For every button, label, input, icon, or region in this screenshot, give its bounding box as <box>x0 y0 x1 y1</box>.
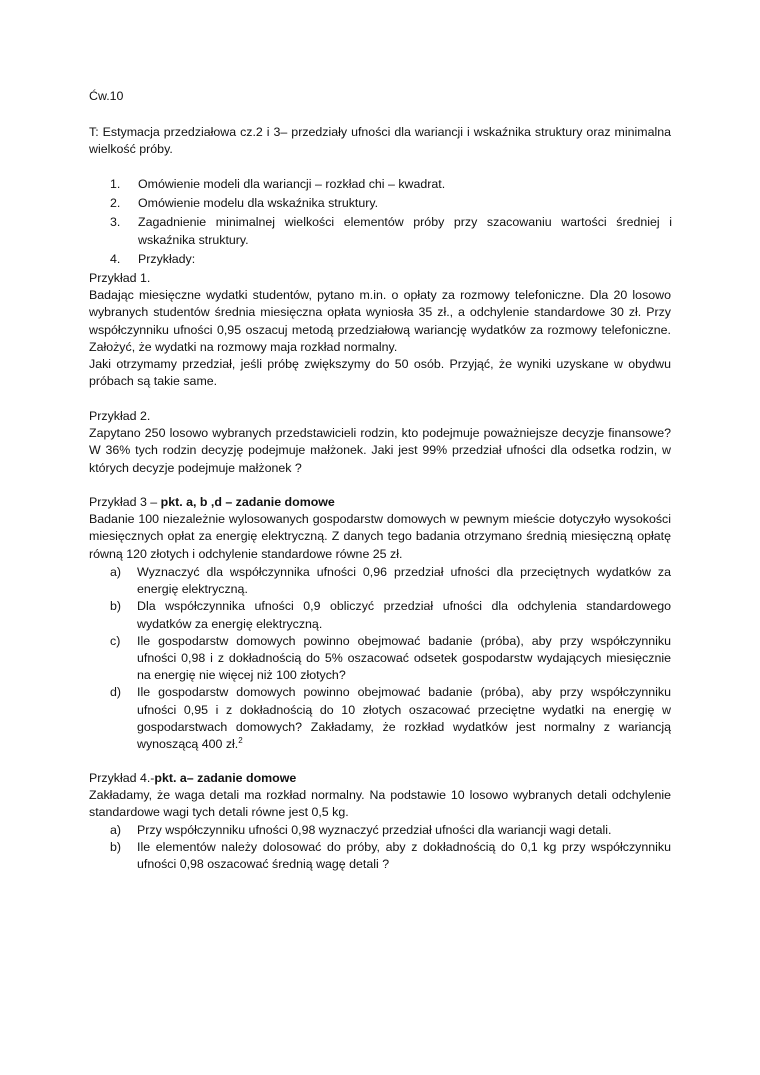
example-4-title-plain: Przykład 4.- <box>89 771 155 785</box>
task-text: Przy współczynniku ufności 0,98 wyznaczyć przedział ufności dla wariancji wagi detali. <box>137 823 612 837</box>
task-item <box>110 598 671 632</box>
example-2-title: Przykład 2. <box>89 409 151 423</box>
example-2-paragraph: Zapytano 250 losowo wybranych przedstawicieli rodzin, kto podejmuje poważniejsze decyzje finansowe? W 36% tych rodzin decyzję podejmuje małżonek. Jaki jest 99% przedział ufności dla odsetka rodzin, w których decyzje podejmuje małżonek ? <box>89 426 671 475</box>
outline-number: 2. <box>110 196 121 211</box>
example-4-paragraph: Zakładamy, że waga detali ma rozkład normalny. Na podstawie 10 losowo wybranych detali odchylenie standardowe wagi tych detali równe jest 0,5 kg. <box>89 788 671 820</box>
outline-text: Przykłady: <box>138 251 196 266</box>
outline-item <box>110 176 672 193</box>
task-label: a) <box>110 823 122 837</box>
task-text: Dla współczynnika ufności 0,9 obliczyć przedział ufności dla odchylenia standardowego wydatków za energię elektryczną. <box>137 599 671 631</box>
task-label: b) <box>110 840 122 855</box>
example-4-tasks <box>110 822 671 874</box>
example-3-title-bold: pkt. a, b ,d – zadanie domowe <box>160 495 335 509</box>
outline-text: Zagadnienie minimalnej wielkości elementów próby przy szacowaniu wartości średniej i wskaźnika struktury. <box>138 215 672 247</box>
example-3-title-plain: Przykład 3 – <box>89 495 161 509</box>
task-item <box>110 839 671 873</box>
example-3 <box>89 494 671 563</box>
exercise-number: Ćw.10 <box>89 89 124 103</box>
example-1-question: Jaki otrzymamy przedział, jeśli próbę zwiększymy do 50 osób. Przyjąć, że wyniki uzyskane w obydwu próbach są takie same. <box>89 357 671 389</box>
task-text: Wyznaczyć dla współczynnika ufności 0,96 przedział ufności dla przeciętnych wydatków za energię elektryczną. <box>137 565 671 597</box>
outline-number: 4. <box>110 251 121 266</box>
superscript: 2 <box>238 735 243 745</box>
task-item <box>110 684 671 753</box>
example-1 <box>89 270 671 390</box>
task-label: c) <box>110 633 121 648</box>
example-3-title <box>89 494 671 511</box>
example-1-title: Przykład 1. <box>89 271 151 285</box>
example-2 <box>89 408 671 477</box>
task-label: a) <box>110 565 122 579</box>
outline-text: Omówienie modeli dla wariancji – rozkład chi – kwadrat. <box>138 177 446 191</box>
task-label: b) <box>110 599 122 614</box>
topic-line: T: Estymacja przedziałowa cz.2 i 3– przedziały ufności dla wariancji i wskaźnika struktury oraz minimalna wielkość próby. <box>89 125 671 157</box>
example-1-paragraph: Badając miesięczne wydatki studentów, pytano m.in. o opłaty za rozmowy telefoniczne. Dla 20 losowo wybranych studentów średnia miesięczna opłata wyniosła 35 zł., a odchylenie standardowe 30 zł. Przy współczynniku ufności 0,95 oszacuj metodą przedziałową wariancję wydatków za rozmowy telefoniczne. Założyć, że wydatki na rozmowy maja rozkład normalny. <box>89 288 671 354</box>
outline-number: 1. <box>110 177 121 191</box>
task-item <box>110 564 671 598</box>
outline-list <box>110 176 672 270</box>
outline-number: 3. <box>110 215 121 230</box>
example-4-title <box>89 770 671 787</box>
outline-item <box>110 251 672 268</box>
example-3-tasks <box>110 564 671 753</box>
task-label: d) <box>110 685 122 700</box>
outline-item <box>110 195 672 212</box>
task-item <box>110 633 671 685</box>
task-text: Ile gospodarstw domowych powinno obejmować badanie (próba), aby przy współczynniku ufności 0,98 i z dokładnością do 5% oszacować odsetek gospodarstw wydających miesięcznie na energię nie więcej niż 100 złotych? <box>137 633 671 683</box>
task-item <box>110 822 671 839</box>
example-4-title-bold: pkt. a– zadanie domowe <box>154 771 297 785</box>
outline-text: Omówienie modelu dla wskaźnika struktury. <box>138 196 379 211</box>
example-3-paragraph: Badanie 100 niezależnie wylosowanych gospodarstw domowych w pewnym mieście dotyczyło wysokości miesięcznych opłat za energię elektryczną. Z danych tego badania otrzymano średnią miesięczną opłatę równą 120 złotych i odchylenie standardowe równe 25 zł. <box>89 512 671 561</box>
task-text: Ile gospodarstw domowych powinno obejmować badanie (próba), aby przy współczynniku ufności 0,95 i z dokładnością do 10 złotych oszacować przeciętne wydatki na energię w gospodarstwach domowych? Zakładamy, że rozkład wydatków jest normalny z wariancją wynoszącą 400 zł. <box>137 685 671 752</box>
outline-item <box>110 214 672 248</box>
example-4 <box>89 770 671 822</box>
task-text: Ile elementów należy dolosować do próby, aby z dokładnością do 0,1 kg przy współczynniku ufności 0,98 oszacować średnią wagę detali ? <box>137 840 671 872</box>
